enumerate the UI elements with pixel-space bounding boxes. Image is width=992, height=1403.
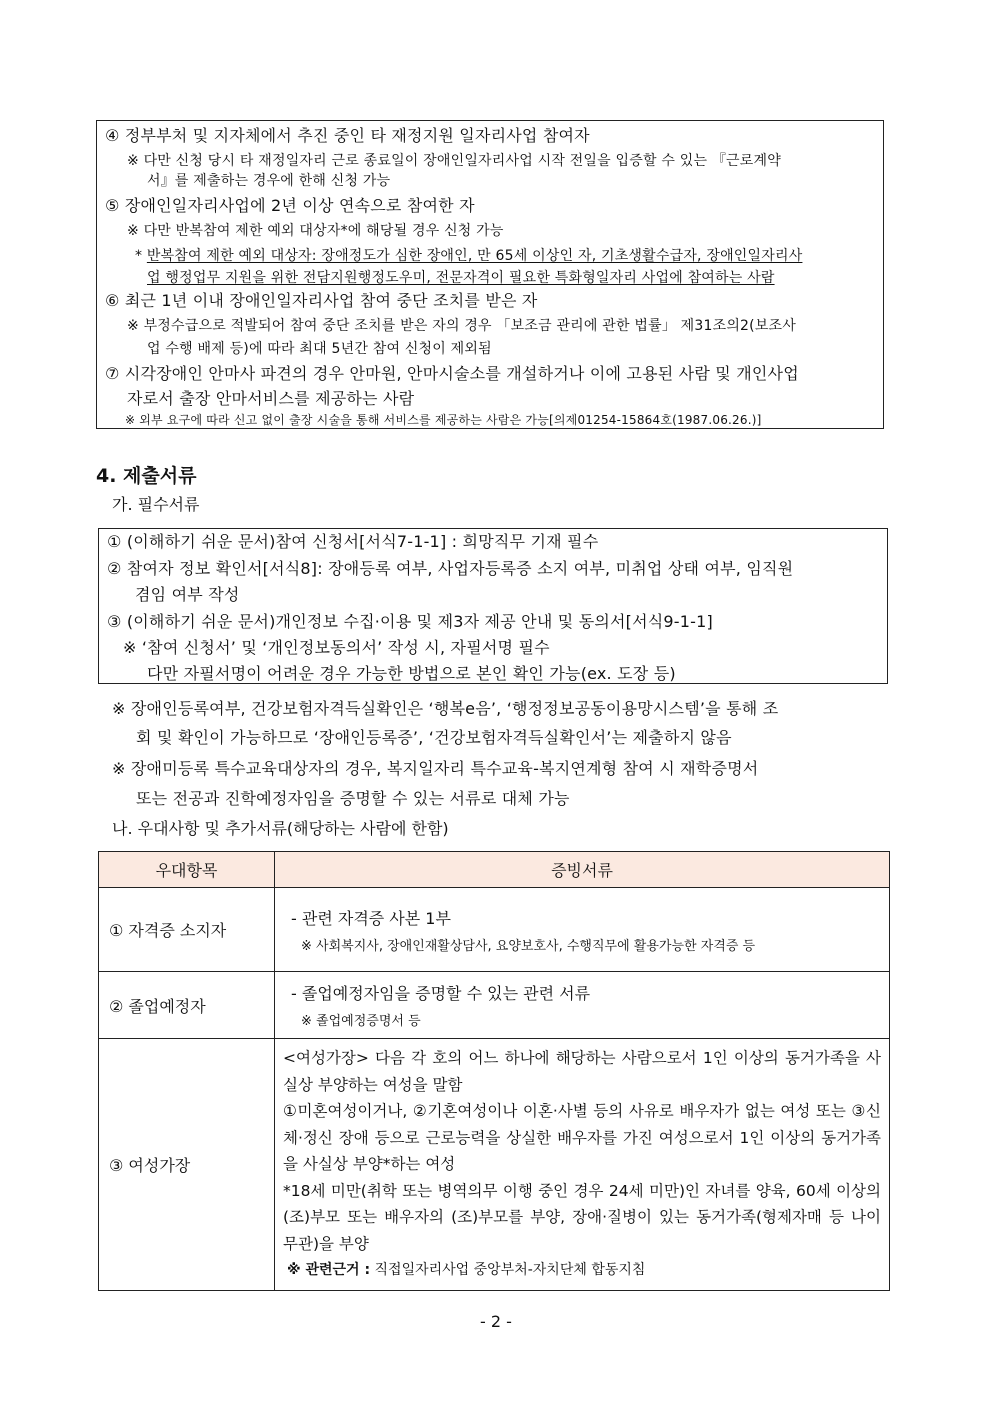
required-doc-2-cont: 겸임 여부 작성	[135, 585, 240, 604]
ineligible-criteria-box	[96, 120, 884, 429]
row-item-graduate: ② 졸업예정자	[99, 972, 275, 1039]
legal-basis	[283, 1257, 881, 1284]
table-row	[99, 1039, 890, 1291]
row-proof-certificate	[275, 888, 890, 972]
female-head-conditions: ①미혼여성이거나, ②기혼여성이나 이혼·사별 등의 사유로 배우자가 없는 여성 또는 ③신체·정신 장애 등으로 근로능력을 상실한 배우자를 가진 여성으로서 1인 이상의 동거가족을 사실상 부양*하는 여성	[283, 1102, 881, 1173]
note-1-cont: 회 및 확인이 가능하므로 ‘장애인등록증’, ‘건강보험자격득실확인서’는 제출하지 않음	[136, 728, 732, 747]
note-2-cont: 또는 전공과 진학예정자임을 증명할 수 있는 서류로 대체 가능	[136, 789, 570, 808]
proof-text: - 졸업예정자임을 증명할 수 있는 관련 서류	[291, 984, 591, 1003]
note-2: ※ 장애미등록 특수교육대상자의 경우, 복지일자리 특수교육-복지연계형 참여 시 재학증명서	[112, 759, 759, 778]
row-proof-graduate	[275, 972, 890, 1039]
table-row	[99, 972, 890, 1039]
signature-note-cont: 다만 자필서명이 어려운 경우 가능한 방법으로 본인 확인 가능(ex. 도장 등)	[147, 664, 676, 683]
criterion-5-note: ※ 다만 반복참여 제한 예외 대상자*에 해당될 경우 신청 가능	[127, 223, 504, 239]
footnote-text: 반복참여 제한 예외 대상자: 장애정도가 심한 장애인, 만 65세 이상인 자, 기초생활수급자, 장애인일자리사	[146, 248, 803, 264]
proof-note: ※ 졸업예정증명서 등	[301, 1014, 421, 1029]
criterion-5-footnote-cont: 업 행정업무 지원을 위한 전담지원행정도우미, 전문자격이 필요한 특화형일자리 사업에 참여하는 사람	[147, 270, 775, 286]
section-title: 4. 제출서류	[96, 465, 197, 487]
criterion-5: ⑤ 장애인일자리사업에 2년 이상 연속으로 참여한 자	[105, 196, 475, 215]
criterion-6-note: ※ 부정수급으로 적발되어 참여 중단 조치를 받은 자의 경우 「보조금 관리에 관한 법률」 제31조의2(보조사	[127, 318, 797, 334]
page-number: - 2 -	[480, 1312, 512, 1331]
header-item: 우대항목	[99, 852, 275, 888]
required-documents-box	[98, 528, 888, 684]
signature-note: ※ ‘참여 신청서’ 및 ‘개인정보동의서’ 작성 시, 자필서명 필수	[123, 638, 550, 657]
legal-basis-label: ※ 관련근거 :	[287, 1262, 371, 1278]
legal-basis-text: 직접일자리사업 중앙부처-자치단체 합동지침	[374, 1262, 646, 1278]
criterion-6: ⑥ 최근 1년 이내 장애인일자리사업 참여 중단 조치를 받은 자	[105, 291, 538, 310]
criterion-4-note: ※ 다만 신청 당시 타 재정일자리 근로 종료일이 장애인일자리사업 시작 전일을 입증할 수 있는 『근로계약	[127, 153, 781, 169]
criterion-5-footnote	[135, 245, 802, 265]
footnote-marker: *	[135, 248, 147, 264]
female-head-footnote: *18세 미만(취학 또는 병역의무 이행 중인 경우 24세 미만)인 자녀를 양육, 60세 이상의 (조)부모 또는 배우자의 (조)부모를 부양, 장애·질병이 있는 동거가족(형제자매 등 나이 무관)을 부양	[283, 1181, 881, 1253]
subsection-preferential: 나. 우대사항 및 추가서류(해당하는 사람에 한함)	[112, 819, 449, 838]
preferential-table	[98, 851, 890, 1291]
required-doc-2: ② 참여자 정보 확인서[서식8]: 장애등록 여부, 사업자등록증 소지 여부, 미취업 상태 여부, 임직원	[107, 559, 794, 578]
criterion-6-note-cont: 업 수행 배제 등)에 따라 최대 5년간 참여 신청이 제외됨	[147, 341, 492, 357]
criterion-7: ⑦ 시각장애인 안마사 파견의 경우 안마원, 안마시술소를 개설하거나 이에 고용된 사람 및 개인사업	[105, 364, 799, 383]
subsection-required: 가. 필수서류	[112, 495, 200, 514]
criterion-4-note-cont: 서』를 제출하는 경우에 한해 신청 가능	[147, 173, 391, 189]
table-row	[99, 888, 890, 972]
proof-note: ※ 사회복지사, 장애인재활상담사, 요양보호사, 수행직무에 활용가능한 자격증 등	[301, 938, 756, 954]
header-proof: 증빙서류	[275, 852, 890, 888]
female-head-definition: <여성가장> 다음 각 호의 어느 하나에 해당하는 사람으로서 1인 이상의 동거가족을 사실상 부양하는 여성을 말함	[283, 1049, 881, 1094]
required-doc-1: ① (이해하기 쉬운 문서)참여 신청서[서식7-1-1] : 희망직무 기재 필수	[107, 532, 599, 551]
criterion-7-note: ※ 외부 요구에 따라 신고 없이 출장 시술을 통해 서비스를 제공하는 사람은 가능[의제01254-15864호(1987.06.26.)]	[125, 413, 762, 427]
proof-text: - 관련 자격증 사본 1부	[291, 908, 451, 928]
row-item-certificate: ① 자격증 소지자	[99, 888, 275, 972]
row-proof-female-head	[275, 1039, 890, 1291]
table-header-row	[99, 852, 890, 888]
criterion-4: ④ 정부부처 및 지자체에서 추진 중인 타 재정지원 일자리사업 참여자	[105, 126, 590, 145]
required-doc-3: ③ (이해하기 쉬운 문서)개인정보 수집·이용 및 제3자 제공 안내 및 동의서[서식9-1-1]	[107, 612, 713, 631]
criterion-7-cont: 자로서 출장 안마서비스를 제공하는 사람	[127, 389, 415, 408]
row-item-female-head: ③ 여성가장	[99, 1039, 275, 1291]
note-1: ※ 장애인등록여부, 건강보험자격득실확인은 ‘행복e음’, ‘행정정보공동이용망시스템’을 통해 조	[112, 699, 779, 718]
